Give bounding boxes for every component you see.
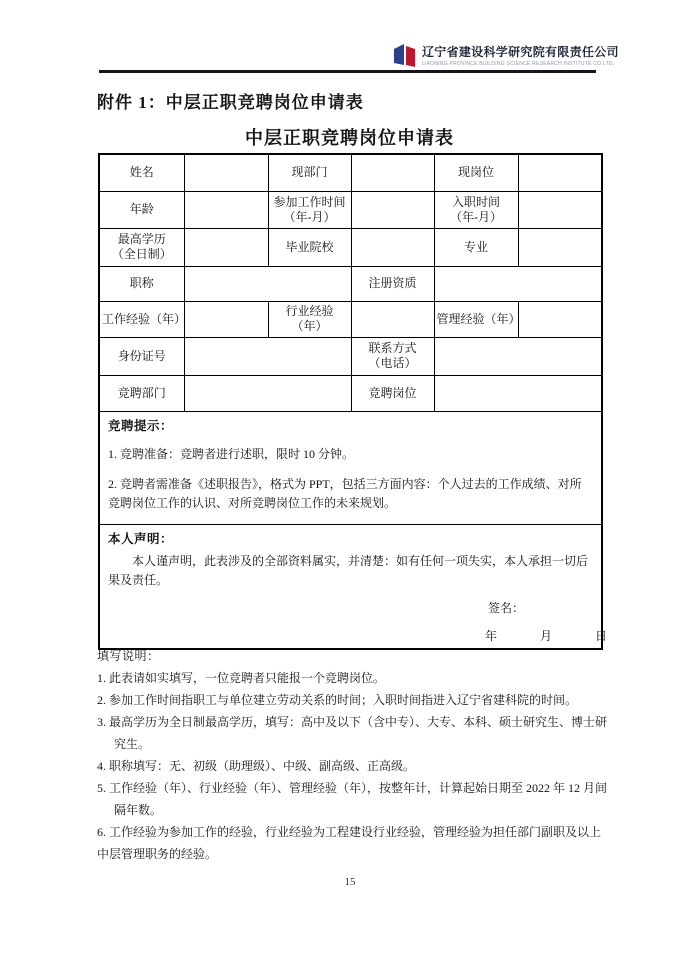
table-row — [99, 301, 602, 337]
work-start-time-label: 参加工作时间 （年-月） — [268, 191, 351, 228]
table-row — [99, 375, 602, 411]
contact-phone-label: 联系方式 （电话） — [351, 337, 434, 375]
competition-tip-1: 1. 竞聘准备：竞聘者进行述职，限时 10 分钟。 — [108, 446, 355, 461]
target-position-label: 竞聘岗位 — [351, 375, 434, 411]
table-row — [99, 524, 602, 649]
professional-title-value-cell — [184, 266, 351, 301]
table-row — [99, 154, 602, 191]
table-row — [99, 266, 602, 301]
entry-time-label: 入职时间 （年-月） — [434, 191, 518, 228]
age-value-cell — [184, 191, 268, 228]
major-value-cell — [518, 228, 602, 266]
id-number-label: 身份证号 — [99, 337, 184, 375]
company-logo-icon — [393, 42, 417, 68]
current-position-value-cell — [518, 154, 602, 191]
filling-instructions-heading: 填写说明： — [97, 649, 160, 663]
contact-phone-value-cell — [434, 337, 602, 375]
instruction-item-2: 2. 参加工作时间指职工与单位建立劳动关系的时间；入职时间指进入辽宁省建科院的时间。 — [97, 693, 578, 707]
company-name-en: LIAONING PROVINCE BUILDING SCIENCE RESEARCH INSTITUTE CO.LTD. — [422, 61, 615, 67]
highest-education-value-cell — [184, 228, 268, 266]
graduate-school-label: 毕业院校 — [268, 228, 351, 266]
id-number-value-cell — [184, 337, 351, 375]
entry-time-value-cell — [518, 191, 602, 228]
instruction-item-5: 5. 工作经验（年）、行业经验（年）、管理经验（年），按整年计，计算起始日期至 2022 年 12 月间隔年数。 — [97, 781, 608, 817]
header-divider — [99, 70, 596, 73]
target-department-label: 竞聘部门 — [99, 375, 184, 411]
instruction-item-4: 4. 职称填写：无、初级（助理级）、中级、副高级、正高级。 — [97, 759, 416, 773]
name-label: 姓名 — [99, 154, 184, 191]
work-experience-value-cell — [184, 301, 268, 337]
company-letterhead — [393, 42, 619, 68]
competition-tip-2: 2. 竞聘者需准备《述职报告》，格式为 PPT，包括三方面内容：个人过去的工作成绩、对所竞聘岗位工作的认识、对所竞聘岗位工作的未来规划。 — [108, 476, 582, 510]
declaration-body: 本人谨声明，此表涉及的全部资料属实，并清楚：如有任何一项失实，本人承担一切后果及责任。 — [108, 553, 589, 587]
company-name-block — [422, 43, 619, 67]
table-row — [99, 191, 602, 228]
current-department-value-cell — [351, 154, 434, 191]
name-value-cell — [184, 154, 268, 191]
competition-tips-heading: 竞聘提示： — [108, 418, 174, 433]
registered-qualification-value-cell — [434, 266, 602, 301]
table-row — [99, 228, 602, 266]
work-experience-label: 工作经验（年） — [99, 301, 184, 337]
professional-title-label: 职称 — [99, 266, 184, 301]
highest-education-label: 最高学历 （全日制） — [99, 228, 184, 266]
table-row — [99, 337, 602, 375]
target-position-value-cell — [434, 375, 602, 411]
instruction-item-1: 1. 此表请如实填写，一位竞聘者只能报一个竞聘岗位。 — [97, 671, 386, 685]
management-experience-label: 管理经验（年） — [434, 301, 518, 337]
declaration-heading: 本人声明： — [108, 531, 174, 546]
attachment-heading: 附件 1：中层正职竞聘岗位申请表 — [97, 93, 364, 112]
form-title: 中层正职竞聘岗位申请表 — [245, 128, 454, 148]
page-number: 15 — [344, 876, 356, 888]
company-name-cn: 辽宁省建设科学研究院有限责任公司 — [422, 45, 619, 59]
instruction-item-6: 6. 工作经验为参加工作的经验，行业经验为工程建设行业经验，管理经验为担任部门副职及以上中层管理职务的经验。 — [97, 825, 602, 861]
target-department-value-cell — [184, 375, 351, 411]
signature-label: 签名： — [488, 600, 525, 615]
industry-experience-label: 行业经验（年） — [268, 301, 351, 337]
filling-instructions — [97, 645, 609, 865]
application-form-table — [98, 153, 608, 650]
management-experience-value-cell — [518, 301, 602, 337]
table-row — [99, 411, 602, 524]
major-label: 专业 — [434, 228, 518, 266]
work-start-time-value-cell — [351, 191, 434, 228]
age-label: 年龄 — [99, 191, 184, 228]
current-department-label: 现部门 — [268, 154, 351, 191]
competition-tips-section — [99, 411, 602, 524]
instruction-item-3: 3. 最高学历为全日制最高学历，填写：高中及以下（含中专）、大专、本科、硕士研究生、博士研究生。 — [97, 715, 608, 751]
registered-qualification-label: 注册资质 — [351, 266, 434, 301]
current-position-label: 现岗位 — [434, 154, 518, 191]
year-label: 年 — [485, 628, 498, 643]
day-label: 日 — [595, 628, 608, 643]
month-label: 月 — [540, 628, 553, 643]
signature-date-row — [108, 628, 608, 644]
industry-experience-value-cell — [351, 301, 434, 337]
declaration-section — [99, 524, 608, 649]
graduate-school-value-cell — [351, 228, 434, 266]
